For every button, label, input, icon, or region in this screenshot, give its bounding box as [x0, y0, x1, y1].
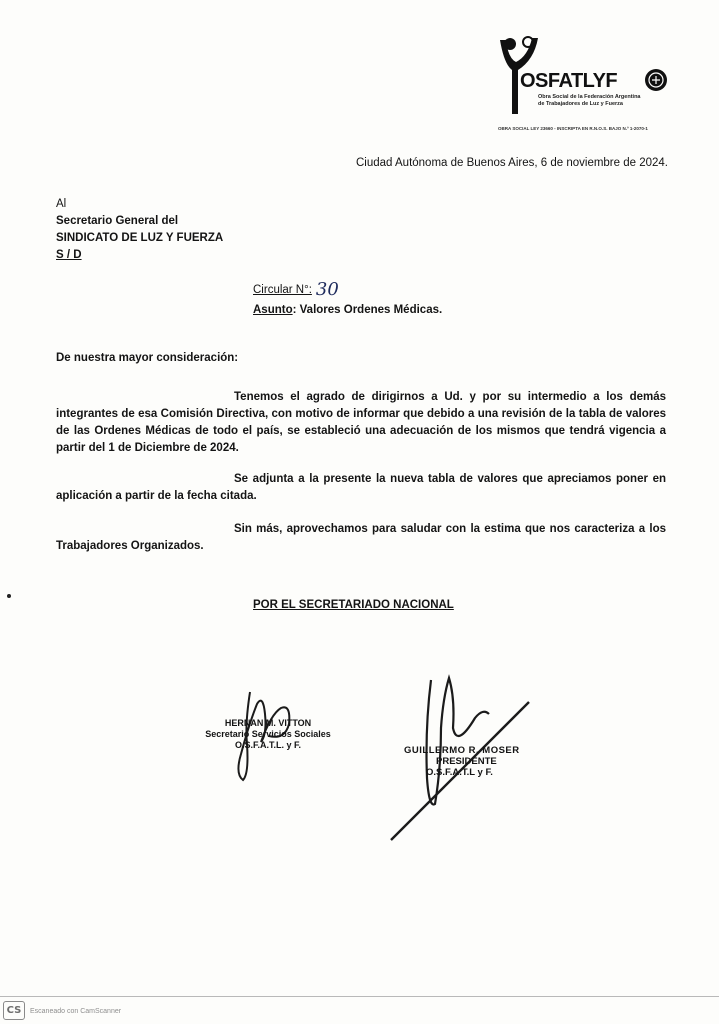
signatory-org: O.S.F.A.T.L. y F. — [234, 740, 301, 750]
addressee-line: Secretario General del — [56, 215, 179, 227]
circular-block — [253, 278, 442, 320]
dateline: Ciudad Autónoma de Buenos Aires, 6 de noviembre de 2024. — [356, 157, 668, 169]
addressee-line: S / D — [56, 249, 82, 261]
scanner-footer-divider — [0, 996, 719, 997]
scanner-watermark-text: Escaneado con CamScanner — [30, 1008, 122, 1015]
brand-subtitle — [538, 94, 678, 108]
signatory-name: HERNAN M. VITTON — [224, 718, 312, 728]
signatory-org: O.S.F.A.T.L y F. — [426, 767, 493, 778]
letterhead-logo — [498, 34, 678, 134]
addressee-line: SINDICATO DE LUZ Y FUERZA — [56, 232, 224, 244]
closing-heading: POR EL SECRETARIADO NACIONAL — [253, 599, 454, 611]
addressee-line: Al — [56, 198, 67, 210]
seal-icon — [644, 68, 668, 92]
greeting: De nuestra mayor consideración: — [56, 352, 239, 364]
addressee-block — [56, 196, 223, 264]
subject-text: : Valores Ordenes Médicas. — [292, 304, 443, 316]
scan-speck — [7, 594, 11, 598]
effective-date: 1 de Diciembre de 2024. — [108, 442, 239, 454]
paragraph-1-text: Tenemos el agrado de dirigirnos a Ud. y por su intermedio a los demás integrantes de esa Comisión Directiva, con motivo de informar que debido a una revisión de la tabla de valores de las Ordenes Médicas de todo el país, se estableció una adecuación de los mismos que tendrá vigencia a partir del — [56, 391, 666, 454]
brand-subtitle-line: Obra Social de la Federación Argentina — [538, 94, 641, 100]
circular-number: 30 — [315, 279, 339, 300]
paragraph-3: Sin más, aprovechamos para saludar con la estima que nos caracteriza a los Trabajadores Organizados. — [56, 523, 666, 552]
paragraph-2: Se adjunta a la presente la nueva tabla de valores que apreciamos poner en aplicación a partir de la fecha citada. — [56, 473, 666, 502]
signatory-title: Secretario Servicios Sociales — [205, 729, 331, 739]
registration-line: OBRA SOCIAL LEY 23660 - INSCRIPTA EN R.N.O.S. BAJO N.º 1-2070-1 — [498, 126, 648, 131]
subject-label: Asunto — [253, 304, 293, 316]
signatory-name: GUILLERMO R. MOSER — [404, 745, 520, 756]
camscanner-logo: CS — [3, 1001, 25, 1020]
brand-name: OSFATLYF — [520, 70, 618, 92]
signatory-1-stamp — [198, 718, 338, 751]
brand-subtitle-line: de Trabajadores de Luz y Fuerza — [538, 101, 623, 107]
signatory-2-stamp — [404, 745, 564, 778]
circular-label: Circular N°: — [253, 284, 312, 296]
paragraph-1 — [56, 389, 666, 457]
signatory-title: PRESIDENTE — [436, 756, 497, 767]
